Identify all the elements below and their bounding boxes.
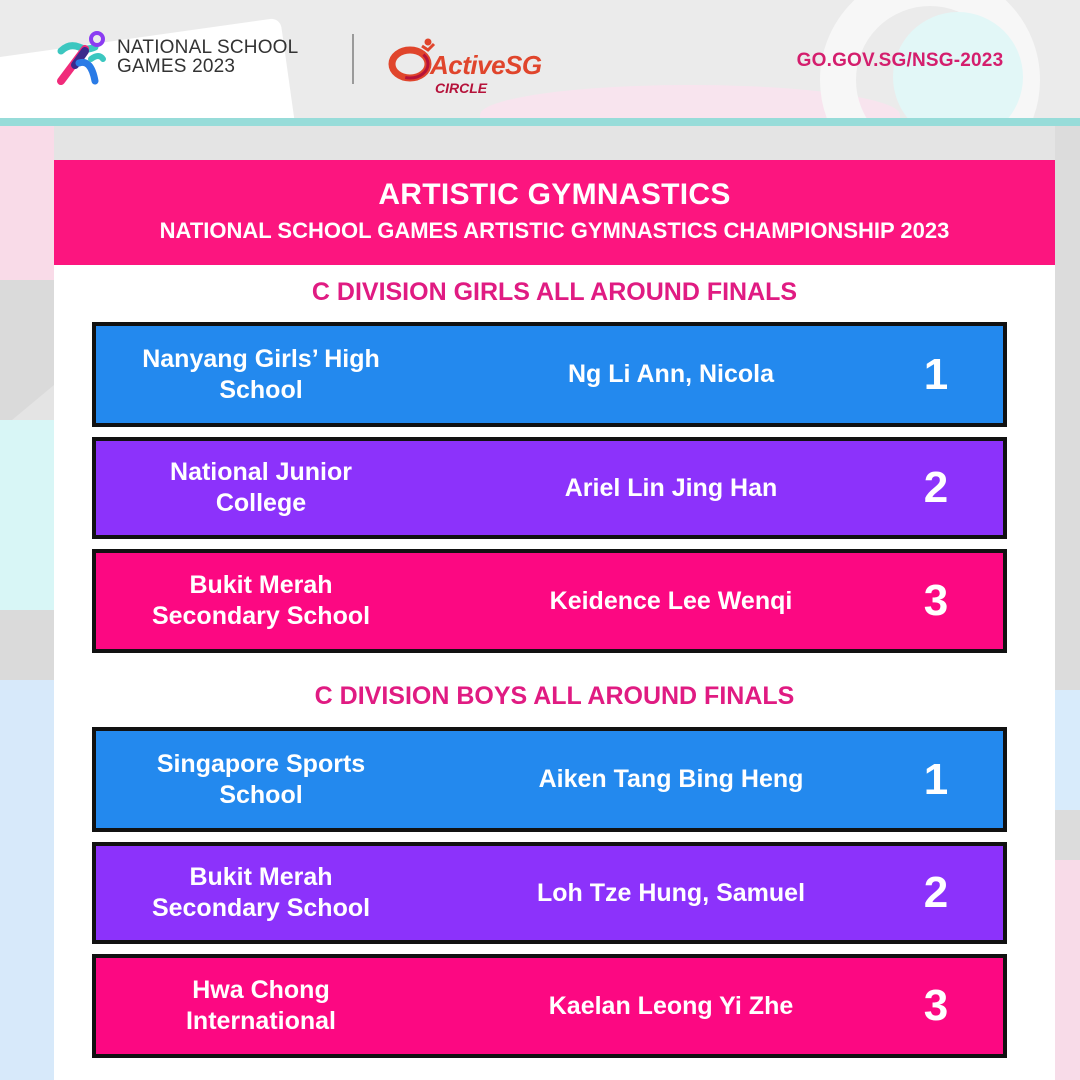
nsg-logo [55, 26, 325, 88]
header [0, 0, 1080, 118]
athlete-name: Ng Li Ann, Nicola [567, 360, 775, 388]
nsg-logo-line1: NATIONAL SCHOOL [117, 37, 299, 58]
school-name: National Junior College [170, 458, 352, 517]
activesg-circle-label: CIRCLE [435, 80, 488, 96]
background-shape-pink [0, 126, 54, 286]
rank: 2 [923, 868, 949, 917]
result-row [92, 437, 1007, 539]
background-shape-grey-2 [0, 610, 54, 680]
rank: 1 [923, 349, 949, 399]
background-shape-grey [0, 280, 54, 430]
website-url[interactable]: GO.GOV.SG/NSG-2023 [796, 50, 1004, 71]
section-title-girls: C DIVISION GIRLS ALL AROUND FINALS [311, 278, 798, 306]
school-name: Singapore Sports School [156, 749, 366, 809]
results-card [54, 160, 1055, 1080]
background-shape-right-blue [1055, 690, 1080, 810]
rank: 3 [923, 981, 949, 1030]
result-row [92, 842, 1007, 944]
rank: 2 [923, 463, 949, 512]
school-name: Bukit Merah Secondary School [151, 571, 371, 630]
event-title: ARTISTIC GYMNASTICS [378, 178, 731, 211]
background-shape-blue [0, 680, 54, 1080]
school-name: Hwa Chong International [185, 976, 336, 1035]
logo-divider [352, 34, 354, 84]
school-name: Nanyang Girls’ High School [142, 344, 380, 404]
athlete-name: Aiken Tang Bing Heng [538, 765, 804, 793]
school-name: Bukit Merah Secondary School [151, 863, 371, 922]
athlete-name: Kaelan Leong Yi Zhe [548, 991, 794, 1020]
section-title-boys: C DIVISION BOYS ALL AROUND FINALS [314, 682, 795, 710]
rank: 3 [923, 576, 949, 625]
result-row [92, 322, 1007, 427]
athlete-name: Keidence Lee Wenqi [549, 586, 793, 615]
athlete-name: Loh Tze Hung, Samuel [536, 878, 806, 907]
event-subtitle: NATIONAL SCHOOL GAMES ARTISTIC GYMNASTICS CHAMPIONSHIP 2023 [159, 218, 950, 243]
athlete-name: Ariel Lin Jing Han [564, 473, 778, 502]
nsg-runner-icon [55, 29, 111, 85]
activesg-wordmark: ActiveSG [430, 50, 542, 80]
nsg-logo-line2: GAMES 2023 [117, 56, 236, 77]
rank: 1 [923, 754, 949, 804]
header-teal-stripe [0, 118, 1080, 126]
result-row [92, 549, 1007, 653]
result-row [92, 727, 1007, 832]
background-shape-right-pink [1055, 860, 1080, 1080]
activesg-circle-logo [388, 22, 568, 97]
background-shape-teal [0, 420, 54, 620]
event-banner [54, 160, 1055, 265]
result-row [92, 954, 1007, 1058]
